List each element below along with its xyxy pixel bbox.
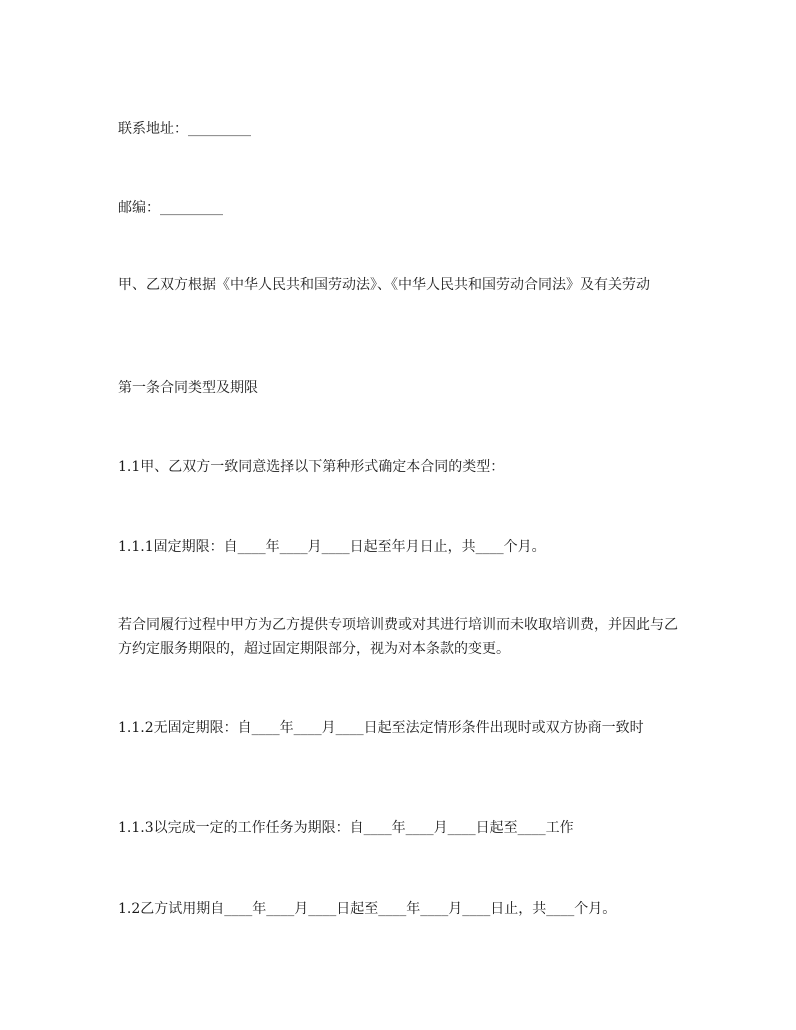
legal-basis-paragraph: 甲、乙双方根据《中华人民共和国劳动法》、《中华人民共和国劳动合同法》及有关劳动 (118, 277, 650, 293)
clause-1-1-1: 1.1.1固定期限：自____年____月____日起至年月日止，共____个月。 (118, 539, 546, 555)
clause-1-1-2: 1.1.2无固定期限：自____年____月____日起至法定情形条件出现时或双方协商一致时 (118, 720, 644, 736)
clause-1-1-3: 1.1.3以完成一定的工作任务为期限：自____年____月____日起至____工作 (118, 820, 574, 836)
postcode-line: 邮编：_________ (118, 200, 223, 216)
article-one-heading: 第一条合同类型及期限 (118, 380, 258, 396)
clause-1-2: 1.2乙方试用期自____年____月____日起至____年____月____日止，共____个月。 (118, 901, 617, 917)
contact-address-line: 联系地址：_________ (118, 121, 251, 137)
training-service-paragraph: 若合同履行过程中甲方为乙方提供专项培训费或对其进行培训而未收取培训费，并因此与乙方约定服务期限的，超过固定期限部分，视为对本条款的变更。 (118, 617, 678, 657)
clause-1-1: 1.1甲、乙双方一致同意选择以下第种形式确定本合同的类型： (118, 459, 505, 475)
